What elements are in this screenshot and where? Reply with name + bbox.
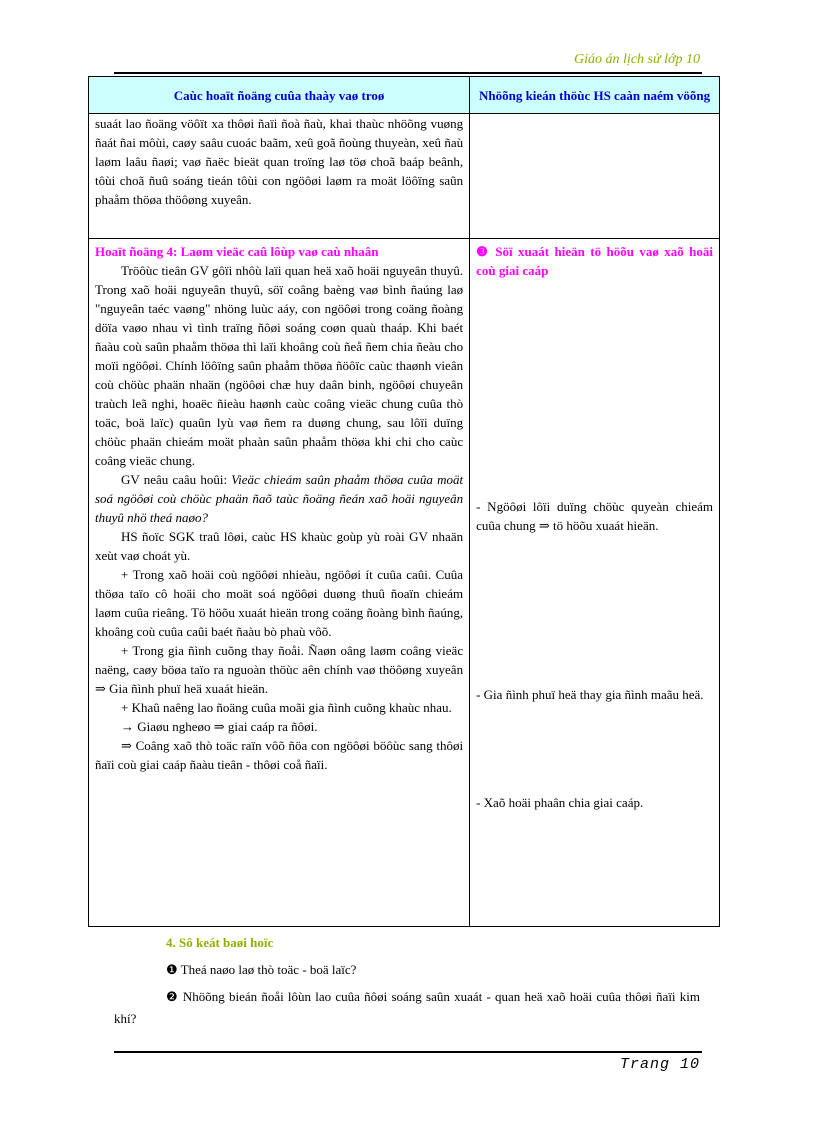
bullet-item: + Trong xaõ hoäi coù ngöôøi nhieàu, ngöôøi ít cuûa caûi. Cuûa thöøa taïo cô hoäi cho moät soá ngöôøi duøng thuû ñoaïn chieám laøm cuûa rieâng. Tö höõu xuaát hieän trong coäng ñoàng bình ñaúng, khoâng coù cuûa caûi baét ñaàu bò phaù vôõ. [95,567,464,639]
summary-section [114,932,700,1030]
bullet-item: + Khaû naêng lao ñoäng cuûa moãi gia ñình cuõng khaùc nhau. [121,700,452,715]
table-header-row [89,77,720,114]
table-row [89,114,720,239]
row2-right-cell [470,239,720,927]
lesson-table [88,76,720,927]
row1-left-cell [89,114,470,239]
page-number: Trang 10 [619,1056,700,1073]
row1-left-text: suaát lao ñoäng vöôït xa thôøi ñaïi ñoà ñaù, khai thaùc nhöõng vuøng ñaát ñai môùi, caøy saâu cuoác baãm, xeû goã ñoùng thuyeàn, xeû ñaù laøm laâu ñaøi; vaø ñaëc bieät quan troïng laø töø choã baáp beânh, tôùi choã ñuû soáng tieán tôùi con ngöôøi laøm ra moät löôïng saûn phaåm thöøa thöôøng xuyeân. [95,116,464,207]
paragraph: HS ñoïc SGK traû lôøi, caùc HS khaùc goùp yù roài GV nhaän xeùt vaø choát yù. [95,529,464,563]
header-rule [114,72,702,74]
row2-left-cell [89,239,470,927]
paragraph: Tröôùc tieân GV gôïi nhôù laïi quan heä xaõ hoäi nguyeân thuyû. Trong xaõ hoäi nguyeân thuyû, söï coâng baèng vaø bình ñaúng laø "nguyeân taéc vaøng" nhöng luùc aáy, con ngöôøi trong coäng ñoàng döïa vaøo nhau vì tình traïng ñôøi soáng coøn quaù thaáp. Khi baét ñaàu coù saûn phaåm thöøa thì laïi khoâng coù ñeå ñem chia ñeàu cho moïi ngöôøi. Chính löôïng saûn phaåm thöøa ñöôïc caùc thaønh vieân coù chöùc phaän nhaän (ngöôøi chæ huy daân binh, ngöôøi chuyeân traùch leã nghi, hoaëc ñieàu haønh caùc coâng vieäc chung cuûa thò toäc, boä laïc) quaûn lyù vaø ñem ra duøng chung, sau lôïi duïng chöùc phaän chieám moät phaàn saûn phaåm thöøa khi chi cho caùc coâng vieäc chung. [95,263,464,468]
knowledge-point: - Gia ñình phuï heä thay gia ñình maãu heä. [476,687,704,702]
question-text: Vieäc chieám saûn phaåm thöøa cuûa moät soá ngöôøi coù chöùc phaän ñaõ taùc ñoäng ñeán xaõ hoäi nguyeân thuyû nhö theá naøo? [95,472,464,525]
arrow-item: → Giaøu ngheøo ⇒ giai caáp ra ñôøi. [121,719,318,734]
question-paragraph [95,470,463,527]
knowledge-point: - Ngöôøi lôïi duïng chöùc quyeàn chieám cuûa chung ⇒ tö höõu xuaát hieän. [476,499,713,533]
col-header-knowledge: Nhöõng kieán thöùc HS caàn naém vöõng [470,77,720,114]
summary-question: ❷ Nhöõng bieán ñoåi lôùn lao cuûa ñôøi soáng saûn xuaát - quan heä xaõ hoäi cuûa thôøi ñaïi kim khí? [114,989,700,1026]
table-row [89,239,720,927]
summary-question: ❶ Theá naøo laø thò toäc - boä laïc? [166,962,357,977]
col-header-activities: Caùc hoaït ñoäng cuûa thaày vaø troø [89,77,470,114]
question-lead: GV neâu caâu hoûi: [121,472,232,487]
knowledge-point: - Xaõ hoäi phaân chia giai caáp. [476,795,644,810]
summary-title: 4. Sô keát baøi hoïc [166,935,274,950]
activity-heading: Hoaït ñoäng 4: Laøm vieäc caû lôùp vaø caù nhaân [95,244,379,259]
right-heading: ❸ Söï xuaát hieän tö höõu vaø xaõ hoäi coù giai caáp [476,244,713,278]
row1-right-cell [470,114,720,239]
bullet-item: + Trong gia ñình cuõng thay ñoåi. Ñaøn oâng laøm coâng vieäc naëng, caøy böøa taïo ra nguoàn thöùc aên chính vaø thöôøng xuyeân ⇒ Gia ñình phuï heä xuaát hieän. [95,643,464,696]
header-title: Giáo án lịch sử lớp 10 [574,52,700,67]
arrow-item: ⇒ Coâng xaõ thò toäc raïn vôõ ñöa con ngöôøi böôùc sang thôøi ñaïi coù giai caáp ñaàu tieân - thôøi coå ñaïi. [95,738,464,772]
footer-rule [114,1051,702,1053]
